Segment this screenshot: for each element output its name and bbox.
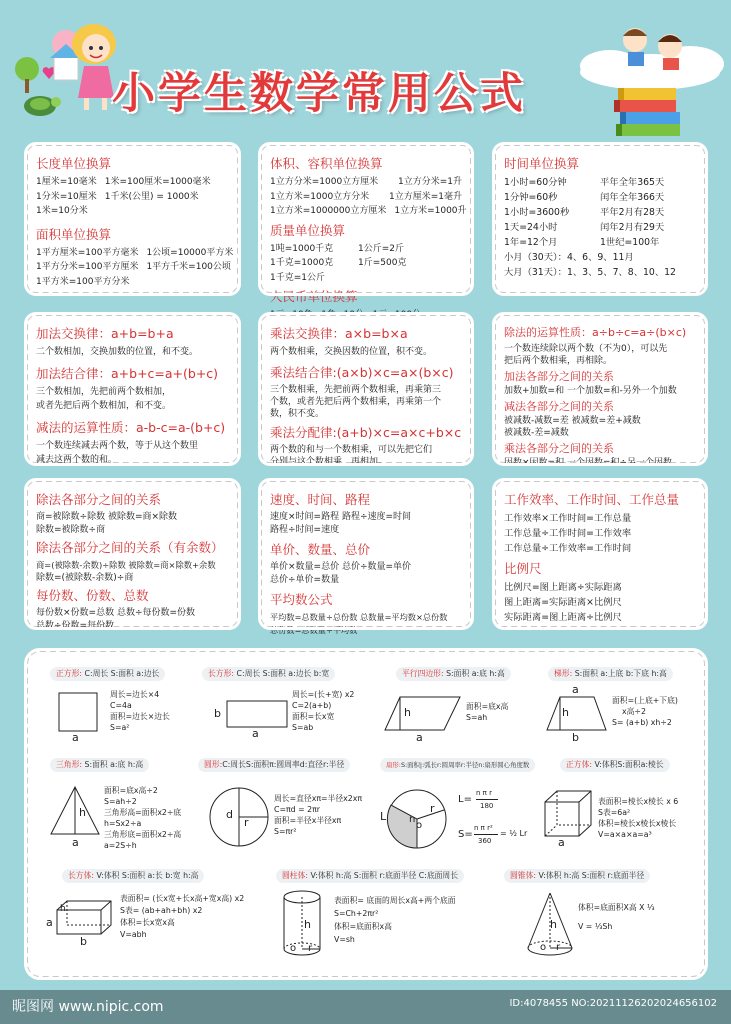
area-item: 1公顷=10000平方米: [146, 247, 234, 258]
work-text: 工作总量÷工作时间=工作效率: [504, 528, 632, 539]
parallelogram-tag-desc: S:面积 a:底 h:高: [443, 669, 505, 678]
time-item: 1分钟=60秒: [504, 192, 558, 203]
cone-label-o: o: [540, 942, 547, 953]
scale-heading: 比例尺: [504, 561, 542, 576]
cuboid-label-a: a: [46, 916, 53, 929]
time-item: 1年=12个月: [504, 237, 558, 248]
cube-label-a: a: [558, 836, 565, 849]
trapezoid-formula: x高÷2: [622, 707, 646, 716]
parallelogram-formula: S=ah: [466, 713, 488, 722]
volume-heading: 体积、容积单位换算: [270, 156, 383, 171]
cloud-kids-illustration: [560, 12, 730, 92]
sector-label-l: L: [380, 810, 387, 823]
add-text: 或者先把后两个数相加，和不变。: [36, 401, 172, 411]
sub-relation-heading: 减法各部分之间的关系: [504, 400, 614, 413]
div-text: 把后两个数相乘，再相除。: [504, 356, 613, 366]
square-shape: [58, 692, 98, 732]
cube-formula: 体积=棱长x棱长x棱长: [598, 819, 677, 828]
square-formula: S=a²: [110, 723, 130, 732]
square-label: a: [72, 731, 79, 744]
rect-formula: S=ab: [292, 723, 314, 732]
square-tag-desc: C:周长 S:面积 a:边长: [82, 669, 160, 678]
mul-text: 分别与这个数相乘，再相加。: [270, 456, 388, 467]
rect-shape: [226, 700, 288, 728]
rect-label-a: a: [252, 727, 259, 740]
cylinder-formula: S=Ch+2πr²: [334, 909, 379, 918]
length-item: 1千米(公里) = 1000米: [104, 191, 199, 202]
time-item: 1天=24小时: [504, 222, 558, 233]
trapezoid-label-a: a: [572, 683, 579, 696]
sector-label-o: o: [416, 820, 423, 831]
parallelogram-shape: [384, 696, 462, 732]
work-text: 工作总量÷工作效率=工作时间: [504, 543, 632, 554]
add-relation-heading: 加法各部分之间的关系: [504, 370, 614, 383]
triangle-label-h: h: [79, 806, 86, 819]
time-item: 1小时=60分钟: [504, 177, 567, 188]
length-item: 1米=10分米: [36, 206, 88, 216]
length-item: 1米=100厘米=1000毫米: [104, 177, 211, 187]
sector-formula-l: L=: [458, 794, 472, 805]
sector-formula-l-num: n π r: [476, 789, 492, 797]
scale-text: 实际距离=图上距离÷比例尺: [504, 612, 622, 623]
turtle-icon: [18, 88, 62, 118]
sector-formula-s-den: 360: [478, 837, 492, 845]
sector-label-n: n: [409, 814, 416, 825]
header: [0, 0, 731, 140]
speed-text: 路程÷时间=速度: [270, 525, 340, 535]
add-relation-text: 加数+加数=和 一个加数=和-另外一个加数: [504, 386, 677, 396]
cylinder-tag: [276, 869, 464, 883]
cone-label-h: h: [550, 918, 557, 931]
div-text: 一个数连续除以两个数（不为0），可以先: [504, 344, 668, 354]
cone-formula: V = ⅓Sh: [578, 922, 613, 931]
triangle-formula: 三角形底=面积x2÷高: [104, 830, 182, 839]
work-text: 工作效率×工作时间=工作总量: [504, 513, 632, 524]
square-formula: 面积=边长×边长: [110, 712, 170, 721]
cylinder-formula: 表面积= 底面的周长x高+两个底面: [334, 896, 456, 905]
sub-relation-text: 被减数-减数=差 被减数=差+减数: [504, 416, 641, 426]
square-tag-name: 正方形:: [56, 669, 83, 678]
volume-item: 1立方米=1000升: [394, 206, 467, 216]
add-text: 二个数相加，交换加数的位置，和不变。: [36, 347, 199, 357]
rect-tag-desc: C:周长 S:面积 a:边长 b:宽: [234, 669, 330, 678]
speed-text: 速度×时间=路程 路程÷速度=时间: [270, 512, 412, 522]
mul-text: 个数，或者先把后两个数相乘，再乘第一个: [270, 396, 442, 407]
sector-tag-desc: S:面积|:弧长r:圆周率r:半径n:扇形圆心角度数: [400, 761, 530, 769]
volume-item: 1立方米=1000000立方厘米: [270, 206, 387, 216]
square-tag: [50, 667, 165, 681]
cylinder-formula: 体积=底面积x高: [334, 922, 392, 931]
rect-formula: 周长=(长+宽) x2: [292, 690, 355, 699]
mul-text: 三个数相乘，先把前两个数相乘，再乘第三: [270, 384, 442, 395]
triangle-tag: [50, 758, 149, 772]
rect-label-b: b: [214, 707, 221, 720]
cuboid-label-b: b: [80, 935, 87, 948]
mass-item: 1公斤=2斤: [358, 243, 404, 254]
sector-formula-s-num: n π r²: [474, 824, 493, 832]
sub-relation-text: 被减数-差=减数: [504, 428, 569, 438]
triangle-tag-name: 三角形:: [56, 760, 83, 769]
rmb-heading: 人民币单位换算: [270, 289, 358, 304]
cube-formula: V=a×a×a=a³: [598, 830, 652, 839]
sector-formula-s: S=: [458, 829, 473, 840]
circle-formula: S=πr²: [274, 827, 297, 836]
div-property-heading: 除法的运算性质：a÷b÷c=a÷(b×c): [504, 326, 687, 339]
sector-formula-l-den: 180: [480, 802, 494, 810]
speed-card: [260, 480, 472, 635]
average-heading: 平均数公式: [270, 592, 333, 607]
mul-relation-text: 因数×因数=积 一个因数=积÷另一个因数: [504, 458, 673, 468]
circle-label-r: r: [244, 816, 249, 829]
length-item: 1厘米=10毫米: [36, 177, 97, 187]
mul-relation-heading: 乘法各部分之间的关系: [504, 442, 614, 455]
cuboid-formula: 体积=长x宽x高: [120, 918, 175, 927]
trapezoid-tag-name: 梯形:: [554, 669, 573, 678]
average-text: 总份数=总数量÷平均数: [270, 625, 358, 635]
sub-property-heading: 减法的运算性质：a-b-c=a-(b+c): [36, 419, 226, 435]
divrel-card: [26, 480, 239, 631]
parallelogram-tag-name: 平行四边形:: [402, 669, 444, 678]
cylinder-label-o: o: [290, 943, 297, 954]
cube-formula: 表面积=棱长x棱长 x 6: [598, 797, 679, 806]
work-card: [494, 480, 706, 628]
rect-tag: [202, 667, 335, 681]
cuboid-formula: V=abh: [120, 930, 147, 939]
parallelogram-label-h: h: [404, 706, 411, 719]
portion-text: 总数÷份数=每份数: [36, 620, 115, 631]
sector-tag: [380, 758, 535, 772]
square-formula: 周长=边长×4: [110, 690, 160, 699]
cube-tag: [560, 758, 670, 772]
sector-label-r: r: [430, 802, 435, 815]
add-card: [26, 314, 239, 464]
area-item: 1平方厘米=100平方毫米: [36, 247, 139, 258]
trapezoid-tag-desc: S:面积 a:上底 b:下底 h:高: [572, 669, 667, 678]
cuboid-formula: S表= (ab+ah+bh) x2: [120, 906, 203, 915]
circle-tag-name: 圆形:: [204, 760, 223, 769]
time-item: 平年全年365天: [600, 177, 665, 188]
scale-text: 比例尺=图上距离÷实际距离: [504, 582, 622, 593]
area-heading: 面积单位换算: [36, 226, 112, 242]
area-item: 1平方分米=100平方厘米: [36, 262, 139, 272]
watermark-site: 昵图网 www.nipic.com: [12, 999, 164, 1015]
div-remainder-text: 商=(被除数-余数)÷除数 被除数=商×除数+余数: [36, 560, 216, 570]
price-text: 单价×数量=总价 总价÷数量=单价: [270, 562, 412, 572]
speed-heading: 速度、时间、路程: [270, 492, 371, 507]
cone-label-r: r: [556, 942, 561, 953]
cone-tag-name: 圆锥体:: [510, 871, 537, 880]
trapezoid-formula: 面积=(上底+下底): [612, 696, 678, 705]
circle-formula: C=πd = 2πr: [274, 805, 320, 814]
cube-formula: S表=6a²: [598, 808, 631, 817]
trapezoid-tag: [548, 667, 673, 681]
rect-formula: C=2(a+b): [292, 701, 332, 710]
mass-heading: 质量单位换算: [270, 222, 346, 238]
mass-item: 1千克=1公斤: [270, 272, 325, 283]
mass-item: 1千克=1000克: [270, 258, 334, 268]
mul-card: [260, 314, 472, 467]
add-text: 三个数相加，先把前两个数相加，: [36, 386, 172, 397]
triangle-formula: S=ah÷2: [104, 797, 137, 806]
sub-text: 一个数连续减去两个数，等于从这个数里: [36, 440, 199, 451]
sector-formula-s-end: = ½ Lr: [500, 829, 528, 838]
cone-tag: [504, 869, 650, 883]
time-item: 1世纪=100年: [600, 237, 660, 248]
scale-text: 图上距离=实际距离×比例尺: [504, 597, 622, 608]
time-item: 闰年全年366天: [600, 192, 665, 203]
time-item: 平年2月有28天: [600, 207, 665, 218]
cuboid-tag-desc: V:体积 S:面积 a:长 b:宽 h:高: [94, 871, 199, 880]
cube-tag-name: 正方体:: [566, 760, 593, 769]
page-title: 小学生数学常用公式: [112, 69, 526, 119]
div-remainder-heading: 除法各部分之间的关系（有余数）: [36, 540, 224, 555]
mul-text: 两个数的和与一个数相乘，可以先把它们: [270, 444, 433, 455]
div-relation-heading: 除法各部分之间的关系: [36, 492, 162, 507]
cube-tag-desc: V:体积S:面积a:棱长: [592, 760, 664, 769]
mul-distributive-heading: 乘法分配律:(a+b)×c=a×c+b×c: [270, 424, 462, 440]
div-card: [494, 314, 706, 468]
triangle-formula: 三角形高=面积x2÷底: [104, 808, 182, 817]
units-card: [26, 144, 239, 294]
volume-item: 1立方米=1000立方分米: [270, 191, 370, 202]
volume-item: 1立方分米=1000立方厘米: [270, 177, 379, 187]
sub-text: 减去这两个数的和。: [36, 455, 118, 465]
mass-item: 1吨=1000千克: [270, 243, 334, 254]
triangle-formula: a=2S÷h: [104, 841, 137, 850]
circle-label-d: d: [226, 808, 233, 821]
trapezoid-label-b: b: [572, 731, 579, 744]
cylinder-label-r: r: [308, 943, 313, 954]
rect-tag-name: 长方形:: [208, 669, 235, 678]
triangle-formula: 面积=底x高÷2: [104, 786, 158, 795]
work-heading: 工作效率、工作时间、工作总量: [504, 492, 680, 507]
big-month: 大月（31天）：1、3、5、7、8、10、12: [504, 267, 676, 278]
small-month: 小月（30天）：4、6、9、11月: [504, 252, 634, 263]
area-item: 1平方米=100平方分米: [36, 276, 130, 287]
triangle-shape: [50, 786, 100, 836]
circle-formula: 周长=直径xπ=半径x2xπ: [274, 794, 363, 803]
time-item: 闰年2月有29天: [600, 222, 665, 233]
rect-formula: 面积=长x宽: [292, 712, 335, 721]
cylinder-tag-name: 圆柱体:: [282, 871, 309, 880]
cone-tag-desc: V:体积 h:高 S:面积 r:底面半径: [536, 871, 645, 880]
price-heading: 单价、数量、总价: [270, 542, 371, 557]
mul-text: 数，积不变。: [270, 408, 325, 419]
length-item: 1分米=10厘米: [36, 191, 97, 202]
trapezoid-formula: S= (a+b) xh÷2: [612, 718, 672, 727]
area-item: 1平方千米=100公顷: [146, 262, 231, 272]
price-text: 总价÷单价=数量: [270, 575, 340, 585]
square-formula: C=4a: [110, 701, 132, 710]
cuboid-tag: [62, 869, 204, 883]
volume-item: 1立方分米=1升: [398, 177, 462, 187]
div-relation-text: 商=被除数÷除数 被除数=商×除数: [36, 512, 178, 522]
cylinder-shape: [282, 890, 322, 958]
trapezoid-label-h: h: [562, 706, 569, 719]
div-remainder-text: 除数=(被除数-余数)÷商: [36, 572, 134, 583]
circle-tag: [198, 758, 350, 772]
cuboid-formula: 表面积= (长x宽+长x高+宽x高) x2: [120, 894, 245, 903]
parallelogram-formula: 面积=底x高: [466, 702, 509, 711]
time-item: 1小时=3600秒: [504, 207, 570, 218]
time-heading: 时间单位换算: [504, 156, 580, 171]
cylinder-tag-desc: V:体积 h:高 S:面积 r:底面半径 C:底面周长: [308, 871, 459, 880]
triangle-tag-desc: S:面积 a:底 h:高: [82, 760, 144, 769]
portion-text: 每份数×份数=总数 总数÷每份数=份数: [36, 608, 196, 618]
circle-formula: 面积=半径x半径xπ: [274, 816, 342, 825]
average-text: 平均数=总数量÷总份数 总数量=平均数×总份数: [270, 612, 448, 622]
cuboid-tag-name: 长方体:: [68, 871, 95, 880]
parallelogram-tag: [396, 667, 511, 681]
cylinder-label-h: h: [304, 918, 311, 931]
sector-tag-name: 扇形:: [386, 761, 401, 769]
triangle-formula: h=Sx2÷a: [104, 819, 142, 828]
circle-shape: [208, 786, 270, 848]
add-associative-heading: 加法结合律：a+b+c=a+(b+c): [36, 365, 219, 381]
mass-item: 1斤=500克: [358, 258, 407, 268]
time-card: [494, 144, 706, 294]
volume-item: 1立方厘米=1毫升: [389, 191, 462, 202]
length-heading: 长度单位换算: [36, 156, 112, 171]
cube-shape: [544, 790, 592, 838]
books-icon: [612, 84, 688, 138]
sector-shape: [386, 788, 448, 850]
div-relation-text: 除数=被除数÷商: [36, 524, 106, 535]
add-commutative-heading: 加法交换律：a+b=b+a: [36, 326, 174, 341]
mul-commutative-heading: 乘法交换律：a×b=b×a: [270, 326, 408, 341]
cuboid-label-h: h: [60, 904, 66, 914]
parallelogram-label-a: a: [416, 731, 423, 744]
mul-associative-heading: 乘法结合律:(a×b)×c=a×(b×c): [270, 364, 454, 380]
watermark-id: ID:4078455 NO:20211126202024656102: [509, 998, 717, 1009]
mul-text: 两个数相乘，交换因数的位置，积不变。: [270, 347, 433, 357]
volume-card: [260, 144, 472, 304]
cylinder-formula: V=sh: [334, 935, 355, 944]
trapezoid-shape: [546, 696, 608, 732]
portion-heading: 每份数、份数、总数: [36, 588, 149, 603]
circle-tag-desc: C:周长S:面积π:圆周率d:直径r:半径: [222, 760, 345, 769]
cone-formula: 体积=底面积X高 X ⅓: [578, 903, 655, 912]
triangle-label-a: a: [72, 836, 79, 849]
